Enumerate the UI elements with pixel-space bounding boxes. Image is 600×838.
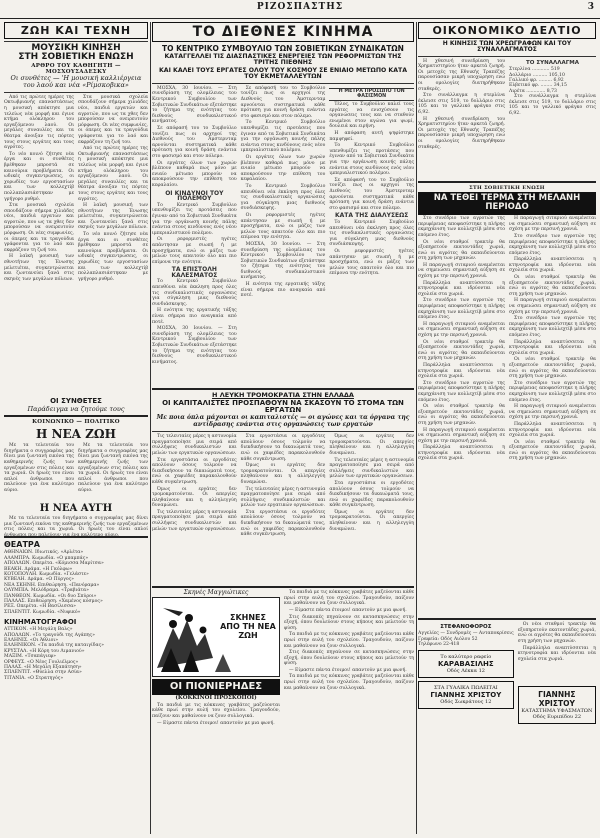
economic-headline: Η ΚΙΝΗΣΙΣ ΤΩΝ ΧΡΕΩΓΡΑΦΩΝ ΚΑΙ ΤΟΥ ΣΥΝΑΛΛΑΓΜΑΤΟΣ	[442, 40, 572, 54]
book-headline: Η ΝΕΑ ΖΩΗ	[36, 427, 116, 442]
pioneers-body-a	[152, 703, 280, 747]
tailor-advert	[418, 650, 514, 678]
advert-address: Οδός Σωκράτους 12	[440, 699, 492, 706]
rate-item: Γαλλικό φρ. ......... 6,92	[509, 78, 564, 83]
section-title: ΟΙΚΟΝΟΜΙΚΟ ΔΕΛΤΙΟ	[418, 22, 596, 39]
paragraph: Τα παιδιά με τις κόκκινες γραβάτες μαζεύονται κάθε πρωί στην αυλή του σχολείου. Τραγουδούν, παίζουν και μαθαίνουν να ζουν συλλογικά.	[152, 702, 280, 720]
paragraph: Στο συνάλλαγμα η στερλίνα έκλεισε στις 519, το δολλάριο στις 105 και το γαλλικό φράγκο στις 6,92.	[418, 93, 505, 115]
paragraph: Οι νέοι σταθμοί τρακτέρ θα εξυπηρετούν εκατοντάδες χωριά, ενώ οι αγρότες θα εκπαιδεύονται στη χρήση των μηχανών.	[418, 239, 505, 262]
soviet-article-body	[418, 216, 596, 616]
paragraph: Οι νέοι σταθμοί τρακτέρ θα εξυπηρετούν εκατοντάδες χωριά, ενώ οι αγρότες θα εκπαιδεύονται στη χρήση των μηχανών.	[418, 339, 505, 362]
paragraph: Στα εργοστάσια οι εργοδότες απολύουν όσους τολμούν να διεκδικήσουν τα δικαιώματά τους, ενώ οι χαφιέδες παρακολουθούν κάθε συγκέντρωση.	[240, 434, 326, 462]
article-headline: ΜΟΥΣΙΚΗ ΚΙΝΗΣΗ	[31, 43, 121, 53]
column-divider	[150, 22, 151, 834]
cinema-item: ΑΤΤΙΚΟΝ. «Η Μεγάλη Βαλς»	[4, 627, 73, 633]
paragraph: Το Κεντρικό Συμβούλιο υπενθυμίζει τις προτάσεις που έγιναν από τα Σοβιετικά Συνδικάτα για την οργάνωση κοινής πάλης ενάντια στους κινδύνους ενός νέου ιμπεριαλιστικού πολέμου.	[240, 120, 326, 154]
rate-item: Δολλάριο .......... 105,10	[509, 72, 565, 78]
divider	[4, 41, 148, 42]
paragraph: Τα παιδιά με τις κόκκινες γραβάτες μαζεύονται κάθε πρωί στην αυλή του σχολείου. Τραγουδούν, παίζουν και μαθαίνουν να ζουν συλλογικά.	[284, 590, 414, 607]
column-economic-bulletin	[418, 22, 596, 834]
paragraph: Οι ρεφορμιστές ηγέτες απάντησαν με σιωπή ή με προσχήματα, ενώ οι μάζες των μελών τους απαιτούν όλο και πιο επίμονα την ενότητα.	[152, 237, 237, 265]
paragraph: Οι νέοι σταθμοί τρακτέρ θα εξυπηρετούν εκατοντάδες χωριά, ενώ οι αγρότες θα εκπαιδεύονται στη χρήση των μηχανών.	[509, 357, 596, 380]
article-subtitle: Οι συνθέτες — 'Η μουσική καλλιέργεια του λαού και νέα «Ρίμσκοβικα»	[10, 73, 142, 90]
newspaper-title: ΡΙΖΟΣΠΑΣΤΗΣ	[256, 2, 344, 12]
lead-headline-3: ΚΑΙ ΚΑΛΕΙ ΤΟΥΣ ΕΡΓΑΤΕΣ ΟΛΟΥ ΤΟΥ ΚΟΣΜΟΥ ΣΕ ΕΝΙΑΙΟ ΜΕΤΩΠΟ ΚΑΤΑ ΤΟΥ ΕΚΜΕΤΑΛΛΕΥΤΩΝ	[158, 66, 408, 81]
cinema-item: ΜΑΞΙΜ. «Τσαπάγιεφ»	[4, 654, 56, 660]
paragraph: Το νέο κοινό ζήτησε νέα έργα και οι συνθέτες βρέθηκαν μπροστά σε καινούρια προβλήματα. Οι ωδικές συγκεντρώσεις, οι χορωδίες των εργοστασίων και των κολλεχτίβ πολλαπλασιάστηκαν με γρήγορο ρυθμό.	[4, 151, 74, 202]
paragraph: ΜΟΣΧΑ, 30 Ιουνίου. — Στη συνεδρίαση της ολομέλειας του Κεντρικού Συμβουλίου των Σοβιετικών Συνδικάτων εξετάστηκε το ζήτημα της ενότητας του διεθνούς συνδικαλιστικού κινήματος.	[152, 85, 237, 125]
cinema-item: ΣΠΛΕΝΤΙΤ. «Θύελλα στην Ασία»	[4, 670, 82, 676]
paragraph: Η παραγωγή σιταριού αναμένεται να σημειώσει σημαντική αύξηση σε σχέση με την περσινή χρονιά.	[418, 262, 505, 280]
soviet-banner: ΝΑ ΤΕΘΕΙ ΤΕΡΜΑ ΣΤΗ ΜΕΛΑΝΗ ΠΕΡΙΟΔΟ	[418, 192, 596, 216]
rate-item: Λιρέτα ............. 8,73	[509, 88, 557, 94]
cinema-item: ΤΙΤΑΝΙΑ. «Ο Στρατηγός»	[4, 675, 64, 681]
exchange-heading: ΤΟ ΣΥΝΑΛΛΑΓΜΑ	[526, 59, 579, 66]
lead-article-body	[152, 86, 414, 386]
paragraph: Στο συνέδριο των αγροτών της περιφέρειας αποφασίστηκε η πλήρης εκμηχάνιση των κολλεχτίβ μέσα στο επόμενο έτος.	[509, 380, 596, 403]
composers-subtitle: Παράδειγμα να ζητούμε τους	[27, 404, 125, 413]
pioneers-headline: ΟΙ ΠΙΟΝΙΕΡΗΔΕΣ	[152, 679, 280, 695]
paragraph: Με τα τελευταία του διηγήματα ο συγγραφέας μας δίνει μια ζωντανή εικόνα της καθημερινής ζωής των εργαζομένων στις πόλεις και τα χωριά. Οι ήρωές του είναι απλοί άνθρωποι που παλεύουν για ένα καλύτερο αύριο.	[4, 516, 148, 539]
paragraph: Όμως οι εργάτες δεν τρομοκρατούνται. Οι απεργίες πληθαίνουν και η αλληλεγγύη δυναμώνει.	[152, 486, 237, 509]
paragraph: ΜΟΣΧΑ, 30 Ιουνίου. — Στη συνεδρίαση της ολομέλειας του Κεντρικού Συμβουλίου των Σοβιετικών Συνδικάτων εξετάστηκε το ζήτημα της ενότητας του διεθνούς συνδικαλιστικού κινήματος.	[152, 326, 237, 365]
rate-item: Στερλίνα ............ 519	[509, 67, 560, 73]
cinema-listings	[4, 627, 148, 681]
paragraph: — Είμαστε πάντα έτοιμοι! απαντούν με μια φωνή.	[289, 607, 407, 613]
paragraph: Τέλος, το Συμβούλιο καλεί τους εργάτες να ενισχύσουν τις οργανώσεις τους και να σταθούν ενωμένοι στον αγώνα για ψωμί, δουλειά και ειρήνη.	[329, 102, 415, 130]
paragraph: Από τις πρώτες ημέρες της Οκτωβριανής επαναστάσεως η μουσική απόκτησε μια τελείως νέα μορφή και έγινε κτήμα ολόκληρου του εργαζόμενου λαού. Οι μεγάλες συναυλίες και τα θέατρα άνοιξαν τις πόρτες τους στους εργάτες και τους αγρότες.	[78, 146, 148, 202]
theatre-item: ΒΕΑΚΗ. Δράμα. «Η Γκόλφω»	[4, 566, 73, 572]
paragraph: Οι νέοι σταθμοί τρακτέρ θα εξυπηρετούν εκατοντάδες χωριά, ενώ οι αγρότες θα εκπαιδεύονται στη χρήση των μηχανών.	[509, 439, 596, 462]
paragraph: Στα μουσικά σχολεία σπουδάζουν σήμερα χιλιάδες νέοι, παιδιά εργατών και αγροτών, που ως τα χθες δεν μπορούσαν να ονειρευτούν μόρφωση. Οι νέες συμφωνίες, οι όπερες και τα τραγούδια γράφονται για το λαό και εκφράζουν τη ζωή του.	[4, 203, 74, 253]
divider	[4, 415, 148, 417]
paragraph: Η χθεσινή συνεδρίαση του Χρηματιστηρίου ήταν αρκετά ζωηρή. Οι μετοχές της Εθνικής Τραπέζης παρουσίασαν μικρή υποχώρηση ενώ οι ομολογίες διατηρήθηκαν σταθερές.	[418, 58, 505, 92]
book2-body	[4, 516, 148, 539]
paragraph: Στα εργοστάσια οι εργοδότες απολύουν όσους τολμούν να διεκδικήσουν τα δικαιώματά τους, ενώ οι χαφιέδες παρακολουθούν κάθε συγκέντρωση.	[152, 457, 237, 485]
paragraph: Στο συνέδριο των αγροτών της περιφέρειας αποφασίστηκε η πλήρης εκμηχάνιση των κολλεχτίβ μέσα στο επόμενο έτος.	[418, 380, 505, 403]
theatre-item: ΟΛΥΜΠΙΑ. Μελόδραμα. «Τραβιάτα»	[4, 588, 89, 594]
paragraph: Παράλληλα αναπτύσσεται η κτηνοτροφία και ιδρύονται νέα σχολεία στα χωριά.	[418, 445, 505, 462]
advert-line: ΚΑΤΑΣΤΗΜΑ ΥΦΑΣΜΑΤΩΝ	[521, 708, 593, 715]
paragraph: Το Κεντρικό Συμβούλιο υπενθυμίζει τις προτάσεις που έγιναν από τα Σοβιετικά Συνδικάτα για την οργάνωση κοινής πάλης ενάντια στους κινδύνους ενός νέου ιμπεριαλιστικού πολέμου.	[329, 143, 415, 177]
divider	[418, 56, 596, 57]
paragraph: Η λαϊκή μουσική των εθνοτήτων της Ένωσης μελετιέται, συγκεντρώνεται και ζωντανεύει ξανά στις σκηνές των μεγάλων πόλεων.	[4, 254, 74, 282]
article-body	[4, 95, 148, 395]
notice-item: Αγγελίες — Συνδρομές — Ανταποκρίσεις	[418, 631, 514, 637]
paragraph: Στο συνέδριο των αγροτών της περιφέρειας αποφασίστηκε η πλήρης εκμηχάνιση των κολλεχτίβ μέσα στο επόμενο έτος.	[418, 298, 505, 321]
ads-right	[518, 622, 596, 724]
paragraph: Οι νέοι σταθμοί τρακτέρ θα εξυπηρετούν εκατοντάδες χωριά, ενώ οι αγρότες θα εκπαιδεύονται στη χρήση των μηχανών.	[418, 404, 505, 426]
paragraph: Στις διακοπές πηγαίνουν σε κατασκηνώσεις στην εξοχή, όπου δουλεύουν στους κήπους και μελετούν τη φύση.	[284, 650, 414, 667]
paragraph: Οι νέοι σταθμοί τρακτέρ θα εξυπηρετούν εκατοντάδες χωριά, ενώ οι αγρότες θα εκπαιδεύονται στη χρήση των μηχανών.	[509, 275, 596, 297]
paragraph: Παράλληλα αναπτύσσεται η κτηνοτροφία και ιδρύονται νέα σχολεία στα χωριά.	[418, 362, 505, 380]
pioneers-feature	[152, 590, 414, 770]
advert-name: ΓΙΑΝΝΗΣ ΧΡΙΣΤΟΥ	[538, 690, 576, 709]
page-number: 3	[587, 2, 594, 12]
advert-small-text: Το καλύτερο ραφείο	[440, 654, 492, 661]
divider	[152, 586, 414, 588]
divider	[152, 388, 414, 390]
terror-article-body	[152, 434, 414, 584]
advert-name: ΓΙΑΝΝΗΣ ΧΡΙΣΤΟΥ	[430, 691, 502, 700]
paragraph: Με τα τελευταία του διηγήματα ο συγγραφέας μας δίνει μια ζωντανή εικόνα της καθημερινής ζωής των εργαζομένων στις πόλεις και τα χωριά. Οι ήρωές του είναι απλοί άνθρωποι που παλεύουν για ένα καλύτερο αύριο.	[4, 443, 74, 494]
paragraph: Η απόφαση αυτή ψηφίστηκε παμψηφεί.	[329, 131, 415, 142]
divider	[418, 618, 596, 620]
paragraph: Στο συνάλλαγμα η στερλίνα έκλεισε στις 519, το δολλάριο στις 105 και το γαλλικό φράγκο στις 6,92.	[509, 94, 596, 116]
paragraph: Παράλληλα αναπτύσσεται η κτηνοτροφία και ιδρύονται νέα σχολεία στα χωριά.	[509, 257, 596, 274]
article-headline-2: ΣΤΗ ΣΟΒΙΕΤΙΚΗ ΕΝΩΣΗ	[18, 52, 134, 63]
ads-right-text	[518, 622, 596, 682]
advert-small-text: ΣΤΑ ΓΥΑΛΙΚΑ ΠΩΛΕΙΤΑΙ	[434, 685, 498, 692]
paragraph: Τις τελευταίες μέρες η αστυνομία πραγματοποίησε μια σειρά από συλλήψεις συνδικαλιστών και μελών των εργατικών οργανώσεων.	[152, 509, 237, 532]
paragraph: Σε απόφασή του το Συμβούλιο τονίζει πως οι αρχηγοί της Διεθνούς του Άμστερνταμ αρνούνται συστηματικά κάθε πρόταση για κοινή δράση ενάντια στο φασισμό και στον πόλεμο.	[240, 85, 326, 119]
subheading: ΚΑΤΑ ΤΗΣ ΔΙΑΛΥΣΕΩΣ	[335, 212, 409, 220]
subheading: ΤΑ ΕΠΙΣΤΟΛΗ ΚΑΛΕΣΜΑΤΟΣ	[171, 266, 218, 279]
paragraph: Παράλληλα αναπτύσσεται η κτηνοτροφία και ιδρύονται νέα σχολεία στα χωριά.	[509, 339, 596, 356]
paragraph: Η ενότητα της εργατικής τάξης είναι σήμερα πιο αναγκαία από ποτέ.	[152, 308, 237, 325]
divider	[418, 181, 596, 183]
theatre-item: ΠΑΛΛΑΣ. Επιθεώρηση. «Χαμένος κόσμος»	[4, 598, 103, 604]
soviet-kicker: ΣΤΗ ΣΟΒΙΕΤΙΚΗ ΕΝΩΣΗ	[469, 184, 545, 191]
paragraph: — Είμαστε πάντα έτοιμοι! απαντούν με μια φωνή.	[289, 667, 407, 673]
theatre-listings	[4, 550, 148, 615]
article-byline: ΑΡΘΡΟ ΤΟΥ ΚΑΘΗΓΗΤΗ — ΜΟΣΧΟΥΣΑΔΕΣΚΥ	[31, 62, 121, 75]
paragraph: Παράλληλα αναπτύσσεται η κτηνοτροφία και ιδρύονται νέα σχολεία στα χωριά.	[517, 645, 596, 662]
column-life-and-art	[4, 22, 148, 834]
paragraph: Οι νέοι σταθμοί τρακτέρ θα εξυπηρετούν εκατοντάδες χωριά, ενώ οι αγρότες θα εκπαιδεύονται στη χρήση των μηχανών.	[517, 622, 596, 644]
ads-area	[418, 622, 596, 724]
theatre-item: ΣΠΛΕΝΤΙΤ. Κωμωδία. «Νυφικό»	[4, 609, 81, 615]
paragraph: Οι ρεφορμιστές ηγέτες απάντησαν με σιωπή ή με προσχήματα, ενώ οι μάζες των μελών τους απαιτούν όλο και πιο επίμονα την ενότητα.	[240, 212, 326, 241]
terror-headline: ΟΙ ΚΑΠΙΤΑΛΙΣΤΕΣ ΠΡΟΣΠΑΘΟΥΝ ΝΑ ΣΚΑΣΟΥΝ ΤΟ ΣΤΟΜΑ ΤΩΝ ΕΡΓΑΤΩΝ	[162, 398, 404, 415]
paragraph: Τις τελευταίες μέρες η αστυνομία πραγματοποίησε μια σειρά από συλλήψεις συνδικαλιστών και μελών των εργατικών οργανώσεων.	[329, 457, 415, 480]
theatre-item: ΚΥΒΕΛΗ. Δράμα. «Ο Πύργος»	[4, 577, 74, 583]
notice-item: Γραφεία: Οδός Αιόλου 52	[418, 636, 478, 642]
paragraph: Το Κεντρικό Συμβούλιο απευθύνει νέα έκκληση προς όλες τις συνδικαλιστικές οργανώσεις για σύγκληση μιας διεθνούς συνδιάσκεψης.	[329, 219, 415, 248]
illustration-caption: Σκηνές Μαγγιώτικες	[183, 589, 249, 597]
notices-list	[418, 631, 514, 647]
column-divider	[416, 22, 417, 834]
pioneers-left	[152, 590, 280, 770]
paragraph: Στα εργοστάσια οι εργοδότες απολύουν όσους τολμούν να διεκδικήσουν τα δικαιώματά τους, ενώ οι χαφιέδες παρακολουθούν κάθε συγκέντρωση.	[329, 480, 415, 509]
paragraph: Παράλληλα αναπτύσσεται η κτηνοτροφία και ιδρύονται νέα σχολεία στα χωριά.	[509, 421, 596, 439]
terror-banner: Η ΛΕΥΚΗ ΤΡΟΜΟΚΡΑΤΙΑ ΣΤΗΝ ΕΛΛΑΔΑ	[212, 390, 354, 399]
paragraph: Οι εργάτες όλων των χωρών βλέπουν καθαρά πως μόνο με ενιαίο μέτωπο μπορούν να αποκρούσουν την επίθεση του κεφαλαίου.	[240, 155, 326, 183]
book-label: ΚΟΙΝΩΝΙΚΟ — ΠΟΛΙΤΙΚΟ	[32, 419, 120, 426]
paragraph: Όμως οι εργάτες δεν τρομοκρατούνται. Οι απεργίες πληθαίνουν και η αλληλεγγύη δυναμώνει.	[240, 463, 326, 485]
advert-name: ΚΑΡΑΒΑΣΙΛΗΣ	[438, 660, 494, 669]
paragraph: Το νέο κοινό ζήτησε νέα έργα και οι συνθέτες βρέθηκαν μπροστά σε καινούρια προβλήματα. Οι ωδικές συγκεντρώσεις, οι χορωδίες των εργοστασίων και των κολλεχτίβ πολλαπλασιάστηκαν με γρήγορο ρυθμό.	[78, 232, 148, 282]
fabric-store-advert	[518, 686, 596, 724]
paragraph: Στα μουσικά σχολεία σπουδάζουν σήμερα χιλιάδες νέοι, παιδιά εργατών και αγροτών, που ως τα χθες δεν μπορούσαν να ονειρευτούν μόρφωση. Οι νέες συμφωνίες, οι όπερες και τα τραγούδια γράφονται για το λαό και εκφράζουν τη ζωή του.	[78, 94, 148, 145]
theatre-item: ΑΛΑΜΠΡΑ. Κωμωδία. «Ο μπαμπάς»	[4, 555, 89, 561]
cinema-item: ΕΛΛΗΝΙΚΟΝ. «Τα παιδιά της καταιγίδας»	[4, 643, 104, 649]
paragraph: Τα παιδιά με τις κόκκινες γραβάτες μαζεύονται κάθε πρωί στην αυλή του σχολείου. Τραγουδούν, παίζουν και μαθαίνουν να ζουν συλλογικά.	[284, 632, 414, 649]
cinema-item: ΑΠΟΛΛΩΝ. «Το τραγούδι της Αγάπης»	[4, 632, 95, 638]
paragraph: Από τις πρώτες ημέρες της Οκτωβριανής επαναστάσεως η μουσική απόκτησε μια τελείως νέα μορφή και έγινε κτήμα ολόκληρου του εργαζόμενου λαού. Οι μεγάλες συναυλίες και τα θέατρα άνοιξαν τις πόρτες τους στους εργάτες και τους αγρότες.	[4, 94, 74, 151]
theatre-item: ΝΕΑ ΣΚΗΝΗ. Επιθεώρηση. «Πανόραμα»	[4, 582, 100, 588]
divider	[152, 431, 414, 432]
exchange-rates	[509, 67, 596, 94]
paragraph: Οι ρεφορμιστές ηγέτες απάντησαν με σιωπή ή με προσχήματα, ενώ οι μάζες των μελών τους απαιτούν όλο και πιο επίμονα την ενότητα.	[329, 248, 415, 277]
theatre-item: ΑΠΟΛΛΩΝ. Οπερέτα. «Κόμισσα Μαρίτσα»	[4, 561, 104, 567]
paragraph: Στις διακοπές πηγαίνουν σε κατασκηνώσεις στην εξοχή, όπου δουλεύουν στους κήπους και μελετούν τη φύση.	[284, 614, 414, 631]
cinema-item: ΠΑΛΑΣ. «Η Μεγάλη Εξαπάτηση»	[4, 665, 82, 670]
paragraph: Η παραγωγή σιταριού αναμένεται να σημειώσει σημαντική αύξηση σε σχέση με την περσινή χρονιά.	[509, 298, 596, 315]
subheading: ΟΙ ΚΙΝΔΥΝΟΙ ΤΟΥ ΠΟΛΕΜΟΥ	[165, 189, 224, 203]
paragraph: Το Κεντρικό Συμβούλιο υπενθυμίζει τις προτάσεις που έγιναν από τα Σοβιετικά Συνδικάτα για την οργάνωση κοινής πάλης ενάντια στους κινδύνους ενός νέου ιμπεριαλιστικού πολέμου.	[152, 202, 237, 236]
paragraph: Παράλληλα αναπτύσσεται η κτηνοτροφία και ιδρύονται νέα σχολεία στα χωριά.	[418, 280, 505, 297]
book-review	[4, 443, 148, 501]
ads-left	[418, 622, 514, 724]
paragraph: Στο συνέδριο των αγροτών της περιφέρειας αποφασίστηκε η πλήρης εκμηχάνιση των κολλεχτίβ μέσα στο επόμενο έτος.	[509, 316, 596, 338]
pioneers-illustration	[152, 597, 280, 677]
rate-item: Ελβετικό φρ. ........ 34,15	[509, 83, 567, 89]
book2-headline: Η ΝΕΑ ΑΥΓΗ	[39, 503, 113, 515]
paragraph: — Είμαστε πάντα έτοιμοι! απαντούν με μια φωνή.	[157, 720, 275, 726]
lead-headline: ΤΟ ΚΕΝΤΡΙΚΟ ΣΥΜΒΟΥΛΙΟ ΤΩΝ ΣΟΒΙΕΤΙΚΩΝ ΣΥΝΔΙΚΑΤΩΝ	[162, 44, 404, 53]
paragraph: Η παραγωγή σιταριού αναμένεται να σημειώσει σημαντική αύξηση σε σχέση με την περσινή χρονιά.	[509, 404, 596, 421]
paragraph: Σε απόφασή του το Συμβούλιο τονίζει πως οι αρχηγοί της Διεθνούς του Άμστερνταμ αρνούνται συστηματικά κάθε πρόταση για κοινή δράση ενάντια στο φασισμό και στον πόλεμο.	[329, 177, 415, 211]
masthead	[0, 0, 600, 19]
lead-headline-2: ΚΑΤΑΓΓΕΛΛΕΙ ΤΙΣ ΔΙΑΣΠΑΣΤΙΚΕΣ ΕΝΕΡΓΕΙΕΣ ΤΩΝ ΡΕΦΟΡΜΙΣΤΩΝ ΤΗΣ ΤΡΙΤΗΣ ΠΙΕΘΝΗΣ	[164, 52, 402, 67]
illustration-title: ΣΚΗΝΕΣ ΑΠΟ ΤΗ ΝΕΑ ΖΩΗ	[220, 613, 276, 640]
section-title: ΤΟ ΔΙΕΘΝΕΣ ΚΙΝΗΜΑ	[152, 22, 414, 42]
cinema-item: ΕΛΛΗΝΙΣ. «Οι Άθλιοι»	[4, 637, 59, 643]
paragraph: Το Κεντρικό Συμβούλιο απευθύνει νέα έκκληση προς όλες τις συνδικαλιστικές οργανώσεις για σύγκληση μιας διεθνούς συνδιάσκεψης.	[240, 183, 326, 212]
paragraph: Στο συνέδριο των αγροτών της περιφέρειας αποφασίστηκε η πλήρης εκμηχάνιση των κολλεχτίβ μέσα στο επόμενο έτος.	[509, 233, 596, 256]
paragraph: Η ενότητα της εργατικής τάξης είναι σήμερα πιο αναγκαία από ποτέ.	[240, 282, 326, 299]
paragraph: Η λαϊκή μουσική των εθνοτήτων της Ένωσης μελετιέται, συγκεντρώνεται και ζωντανεύει ξανά στις σκηνές των μεγάλων πόλεων.	[78, 203, 148, 231]
paragraph: Με τα τελευταία του διηγήματα ο συγγραφέας μας δίνει μια ζωντανή εικόνα της καθημερινής ζωής των εργαζομένων στις πόλεις και τα χωριά. Οι ήρωές του είναι απλοί άνθρωποι που παλεύουν για ένα καλύτερο αύριο.	[78, 443, 148, 494]
paragraph: Τις τελευταίες μέρες η αστυνομία πραγματοποίησε μια σειρά από συλλήψεις συνδικαλιστών και μελών των εργατικών οργανώσεων.	[152, 434, 237, 456]
pioneers-body-b	[284, 590, 414, 770]
section-title: ΖΩΗ ΚΑΙ ΤΕΧΝΗ	[4, 22, 148, 39]
paragraph: Η παραγωγή σιταριού αναμένεται να σημειώσει σημαντική αύξηση σε σχέση με την περσινή χρονιά.	[509, 216, 596, 233]
paragraph: Οι εργάτες όλων των χωρών βλέπουν καθαρά πως μόνο με ενιαίο μέτωπο μπορούν να αποκρούσουν την επίθεση του κεφαλαίου.	[152, 160, 237, 188]
theatre-item: ΚΟΤΟΠΟΥΛΗ. Κωμωδία. «Γελάστε»	[4, 571, 89, 577]
cinema-item: ΟΡΦΕΥΣ. «Ο Νέος Γουλιέλμος»	[4, 659, 79, 665]
notice-item: Τηλέφωνο 22-418	[418, 641, 460, 647]
paragraph: Όμως οι εργάτες δεν τρομοκρατούνται. Οι απεργίες πληθαίνουν και η αλληλεγγύη δυναμώνει.	[329, 434, 415, 456]
pioneers-subtitle: (ΚΟΚΚΙΝΟΙ ΠΡΟΣΚΟΠΟΙ)	[175, 694, 257, 701]
notices-heading: ΣΤΕΦΑΝΟΦΟΡΟΣ	[440, 624, 492, 631]
paragraph: Η παραγωγή σιταριού αναμένεται να σημειώσει σημαντική αύξηση σε σχέση με την περσινή χρονιά.	[418, 321, 505, 338]
terror-subtitle: Με ποια όπλα μάχονται οι καπιταλιστές — οι αγώνες και τα όργανα της αντίδρασης ενάντια στις οργανώσεις των εργατών	[156, 414, 410, 429]
paragraph: Στο συνέδριο των αγροτών της περιφέρειας αποφασίστηκε η πλήρης εκμηχάνιση των κολλεχτίβ μέσα στο επόμενο έτος.	[418, 216, 505, 238]
paragraph: Σε απόφασή του το Συμβούλιο τονίζει πως οι αρχηγοί της Διεθνούς του Άμστερνταμ αρνούνται συστηματικά κάθε πρόταση για κοινή δράση ενάντια στο φασισμό και στον πόλεμο.	[152, 126, 237, 159]
cinemas-heading: ΚΙΝΗΜΑΤΟΓΡΑΦΟΙ	[4, 618, 77, 627]
paragraph: Τα παιδιά με τις κόκκινες γραβάτες μαζεύονται κάθε πρωί στην αυλή του σχολείου. Τραγουδούν, παίζουν και μαθαίνουν να ζουν συλλογικά.	[284, 674, 414, 691]
column-international-movement	[152, 22, 414, 834]
paragraph: Τις τελευταίες μέρες η αστυνομία πραγματοποίησε μια σειρά από συλλήψεις συνδικαλιστών και μελών των εργατικών οργανώσεων.	[240, 486, 326, 509]
theatre-item: ΑΘΗΝΑΙΩΝ. Ιδιωτικός. «Αρλέτα»	[4, 550, 84, 556]
theatre-item: ΡΕΞ. Οπερέτα. «Η Βασίλισσα»	[4, 604, 76, 610]
advert-address: Οδός Λέκκα 12	[446, 668, 485, 675]
paragraph: Όμως οι εργάτες δεν τρομοκρατούνται. Οι απεργίες πληθαίνουν και η αλληλεγγύη δυναμώνει.	[329, 509, 415, 532]
composers-heading: ΟΙ ΣΥΝΘΕΤΕΣ	[50, 396, 102, 405]
divider	[4, 92, 148, 93]
paragraph: Το Κεντρικό Συμβούλιο απευθύνει νέα έκκληση προς όλες τις συνδικαλιστικές οργανώσεις για σύγκληση μιας διεθνούς συνδιάσκεψης.	[152, 279, 237, 307]
paragraph: Στα εργοστάσια οι εργοδότες απολύουν όσους τολμούν να διεκδικήσουν τα δικαιώματά τους, ενώ οι χαφιέδες παρακολουθούν κάθε συγκέντρωση.	[240, 509, 326, 538]
advert-address: Οδός Ευριπίδου 22	[532, 714, 582, 721]
boxed-subheading: Η ΜΕΤΡΑ ΠΡΟΣΩΠΟ ΤΟΝ ΦΑΣΙΣΜΟΝ	[329, 88, 414, 101]
divider	[152, 83, 414, 84]
theatres-heading: ΘΕΑΤΡΑ	[4, 540, 40, 550]
paragraph: Η χθεσινή συνεδρίαση του Χρηματιστηρίου ήταν αρκετά ζωηρή. Οι μετοχές της Εθνικής Τραπέζης παρουσίασαν μικρή υποχώρηση ενώ οι ομολογίες διατηρήθηκαν σταθερές.	[418, 116, 505, 150]
theatre-item: ΠΑΝΘΕΟΝ. Κωμωδία. «Οι δυο Σπύροι»	[4, 593, 97, 599]
paragraph: ΜΟΣΧΑ, 30 Ιουνίου. — Στη συνεδρίαση της ολομέλειας του Κεντρικού Συμβουλίου των Σοβιετικών Συνδικάτων εξετάστηκε το ζήτημα της ενότητας του διεθνούς συνδικαλιστικού κινήματος.	[240, 241, 326, 281]
glassware-advert	[418, 681, 514, 709]
paragraph: Η παραγωγή σιταριού αναμένεται να σημειώσει σημαντική αύξηση σε σχέση με την περσινή χρονιά.	[418, 427, 505, 444]
cinema-item: ΚΡΥΣΤΑΛ. «Η Κόρη του Λιμανιού»	[4, 648, 85, 654]
economic-body	[418, 59, 596, 179]
